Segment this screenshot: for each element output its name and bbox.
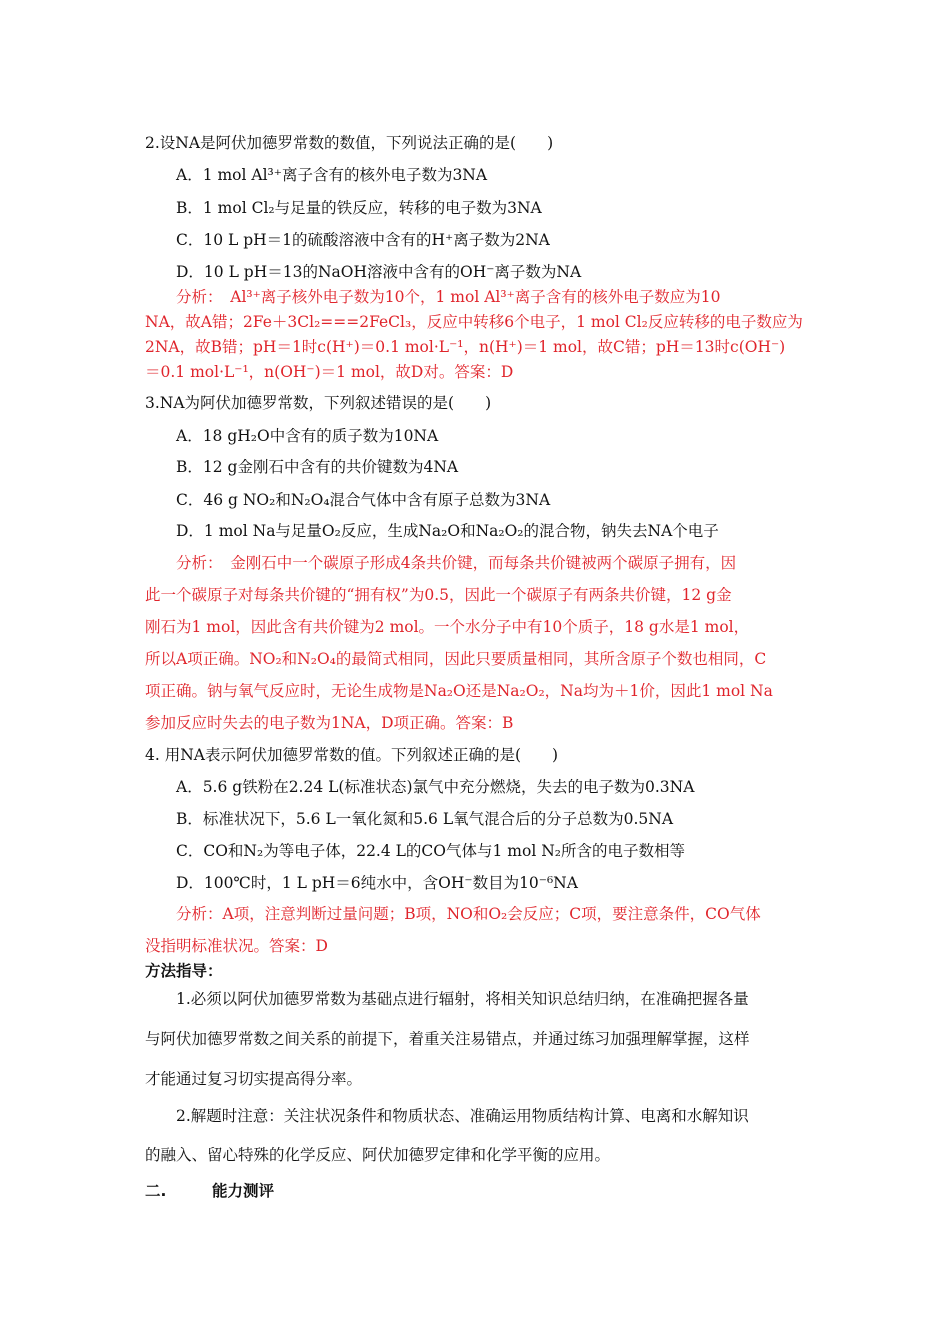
q2-stem: 2.设NA是阿伏加德罗常数的数值，下列说法正确的是( )	[145, 134, 554, 152]
q4-option-c: C．CO和N₂为等电子体，22.4 L的CO气体与1 mol N₂所含的电子数相等	[176, 842, 685, 860]
q3-analysis-line: 项正确。钠与氧气反应时，无论生成物是Na₂O还是Na₂O₂，Na均为＋1价，因此1 mol Na	[145, 682, 773, 700]
method-line: 2.解题时注意：关注状况条件和物质状态、准确运用物质结构计算、电离和水解知识	[176, 1107, 749, 1125]
q4-stem: 4. 用NA表示阿伏加德罗常数的值。下列叙述正确的是( )	[145, 746, 559, 764]
q2-option-b: B．1 mol Cl₂与足量的铁反应，转移的电子数为3NA	[176, 199, 542, 217]
q3-option-c: C．46 g NO₂和N₂O₄混合气体中含有原子总数为3NA	[176, 491, 551, 509]
q3-option-d: D．1 mol Na与足量O₂反应，生成Na₂O和Na₂O₂的混合物，钠失去NA个电子	[176, 522, 719, 540]
q2-analysis-line: 2NA，故B错；pH＝1时c(H⁺)＝0.1 mol·L⁻¹，n(H⁺)＝1 mol，故C错；pH＝13时c(OH⁻)	[145, 338, 786, 356]
q3-option-b: B．12 g金刚石中含有的共价键数为4NA	[176, 458, 459, 476]
method-line: 与阿伏加德罗常数之间关系的前提下，着重关注易错点，并通过练习加强理解掌握，这样	[145, 1030, 750, 1048]
q2-analysis-line: NA，故A错；2Fe＋3Cl₂===2FeCl₃，反应中转移6个电子，1 mol Cl₂反应转移的电子数应为	[145, 313, 803, 331]
q3-analysis-line: 此一个碳原子对每条共价键的“拥有权”为0.5，因此一个碳原子有两条共价键，12 g金	[145, 586, 732, 604]
q4-option-d: D．100℃时，1 L pH＝6纯水中，含OH⁻数目为10⁻⁶NA	[176, 874, 578, 892]
q4-analysis-line: 没指明标准状况。答案：D	[145, 937, 328, 955]
q3-analysis-line: 刚石为1 mol，因此含有共价键为2 mol。一个水分子中有10个质子，18 g水是1 mol，	[145, 618, 750, 636]
section-number: 二.	[145, 1182, 167, 1200]
q3-analysis-line: 参加反应时失去的电子数为1NA，D项正确。答案：B	[145, 714, 514, 732]
q4-analysis-line: 分析：A项，注意判断过量问题；B项，NO和O₂会反应；C项，要注意条件，CO气体	[176, 905, 761, 923]
q2-option-d: D．10 L pH＝13的NaOH溶液中含有的OH⁻离子数为NA	[176, 263, 582, 281]
method-line: 才能通过复习切实提高得分率。	[145, 1070, 363, 1088]
method-line: 的融入、留心特殊的化学反应、阿伏加德罗定律和化学平衡的应用。	[145, 1146, 611, 1164]
q3-stem: 3.NA为阿伏加德罗常数，下列叙述错误的是( )	[145, 394, 492, 412]
q3-analysis-line: 所以A项正确。NO₂和N₂O₄的最简式相同，因此只要质量相同，其所含原子个数也相同，C	[145, 650, 767, 668]
method-line: 1.必须以阿伏加德罗常数为基础点进行辐射，将相关知识总结归纳，在准确把握各量	[176, 990, 749, 1008]
q2-analysis-line: ＝0.1 mol·L⁻¹，n(OH⁻)＝1 mol，故D对。答案：D	[145, 363, 514, 381]
q2-analysis-line: 分析： Al³⁺离子核外电子数为10个，1 mol Al³⁺离子含有的核外电子数应为10	[176, 288, 721, 306]
section-title: 能力测评	[212, 1182, 275, 1200]
q3-option-a: A．18 gH₂O中含有的质子数为10NA	[176, 427, 439, 445]
q4-option-b: B．标准状况下，5.6 L一氧化氮和5.6 L氧气混合后的分子总数为0.5NA	[176, 810, 674, 828]
q4-option-a: A．5.6 g铁粉在2.24 L(标准状态)氯气中充分燃烧，失去的电子数为0.3NA	[176, 778, 695, 796]
q2-option-a: A．1 mol Al³⁺离子含有的核外电子数为3NA	[176, 166, 488, 184]
method-title: 方法指导：	[145, 962, 223, 980]
q3-analysis-line: 分析： 金刚石中一个碳原子形成4条共价键，而每条共价键被两个碳原子拥有，因	[176, 554, 737, 572]
q2-option-c: C．10 L pH＝1的硫酸溶液中含有的H⁺离子数为2NA	[176, 231, 550, 249]
